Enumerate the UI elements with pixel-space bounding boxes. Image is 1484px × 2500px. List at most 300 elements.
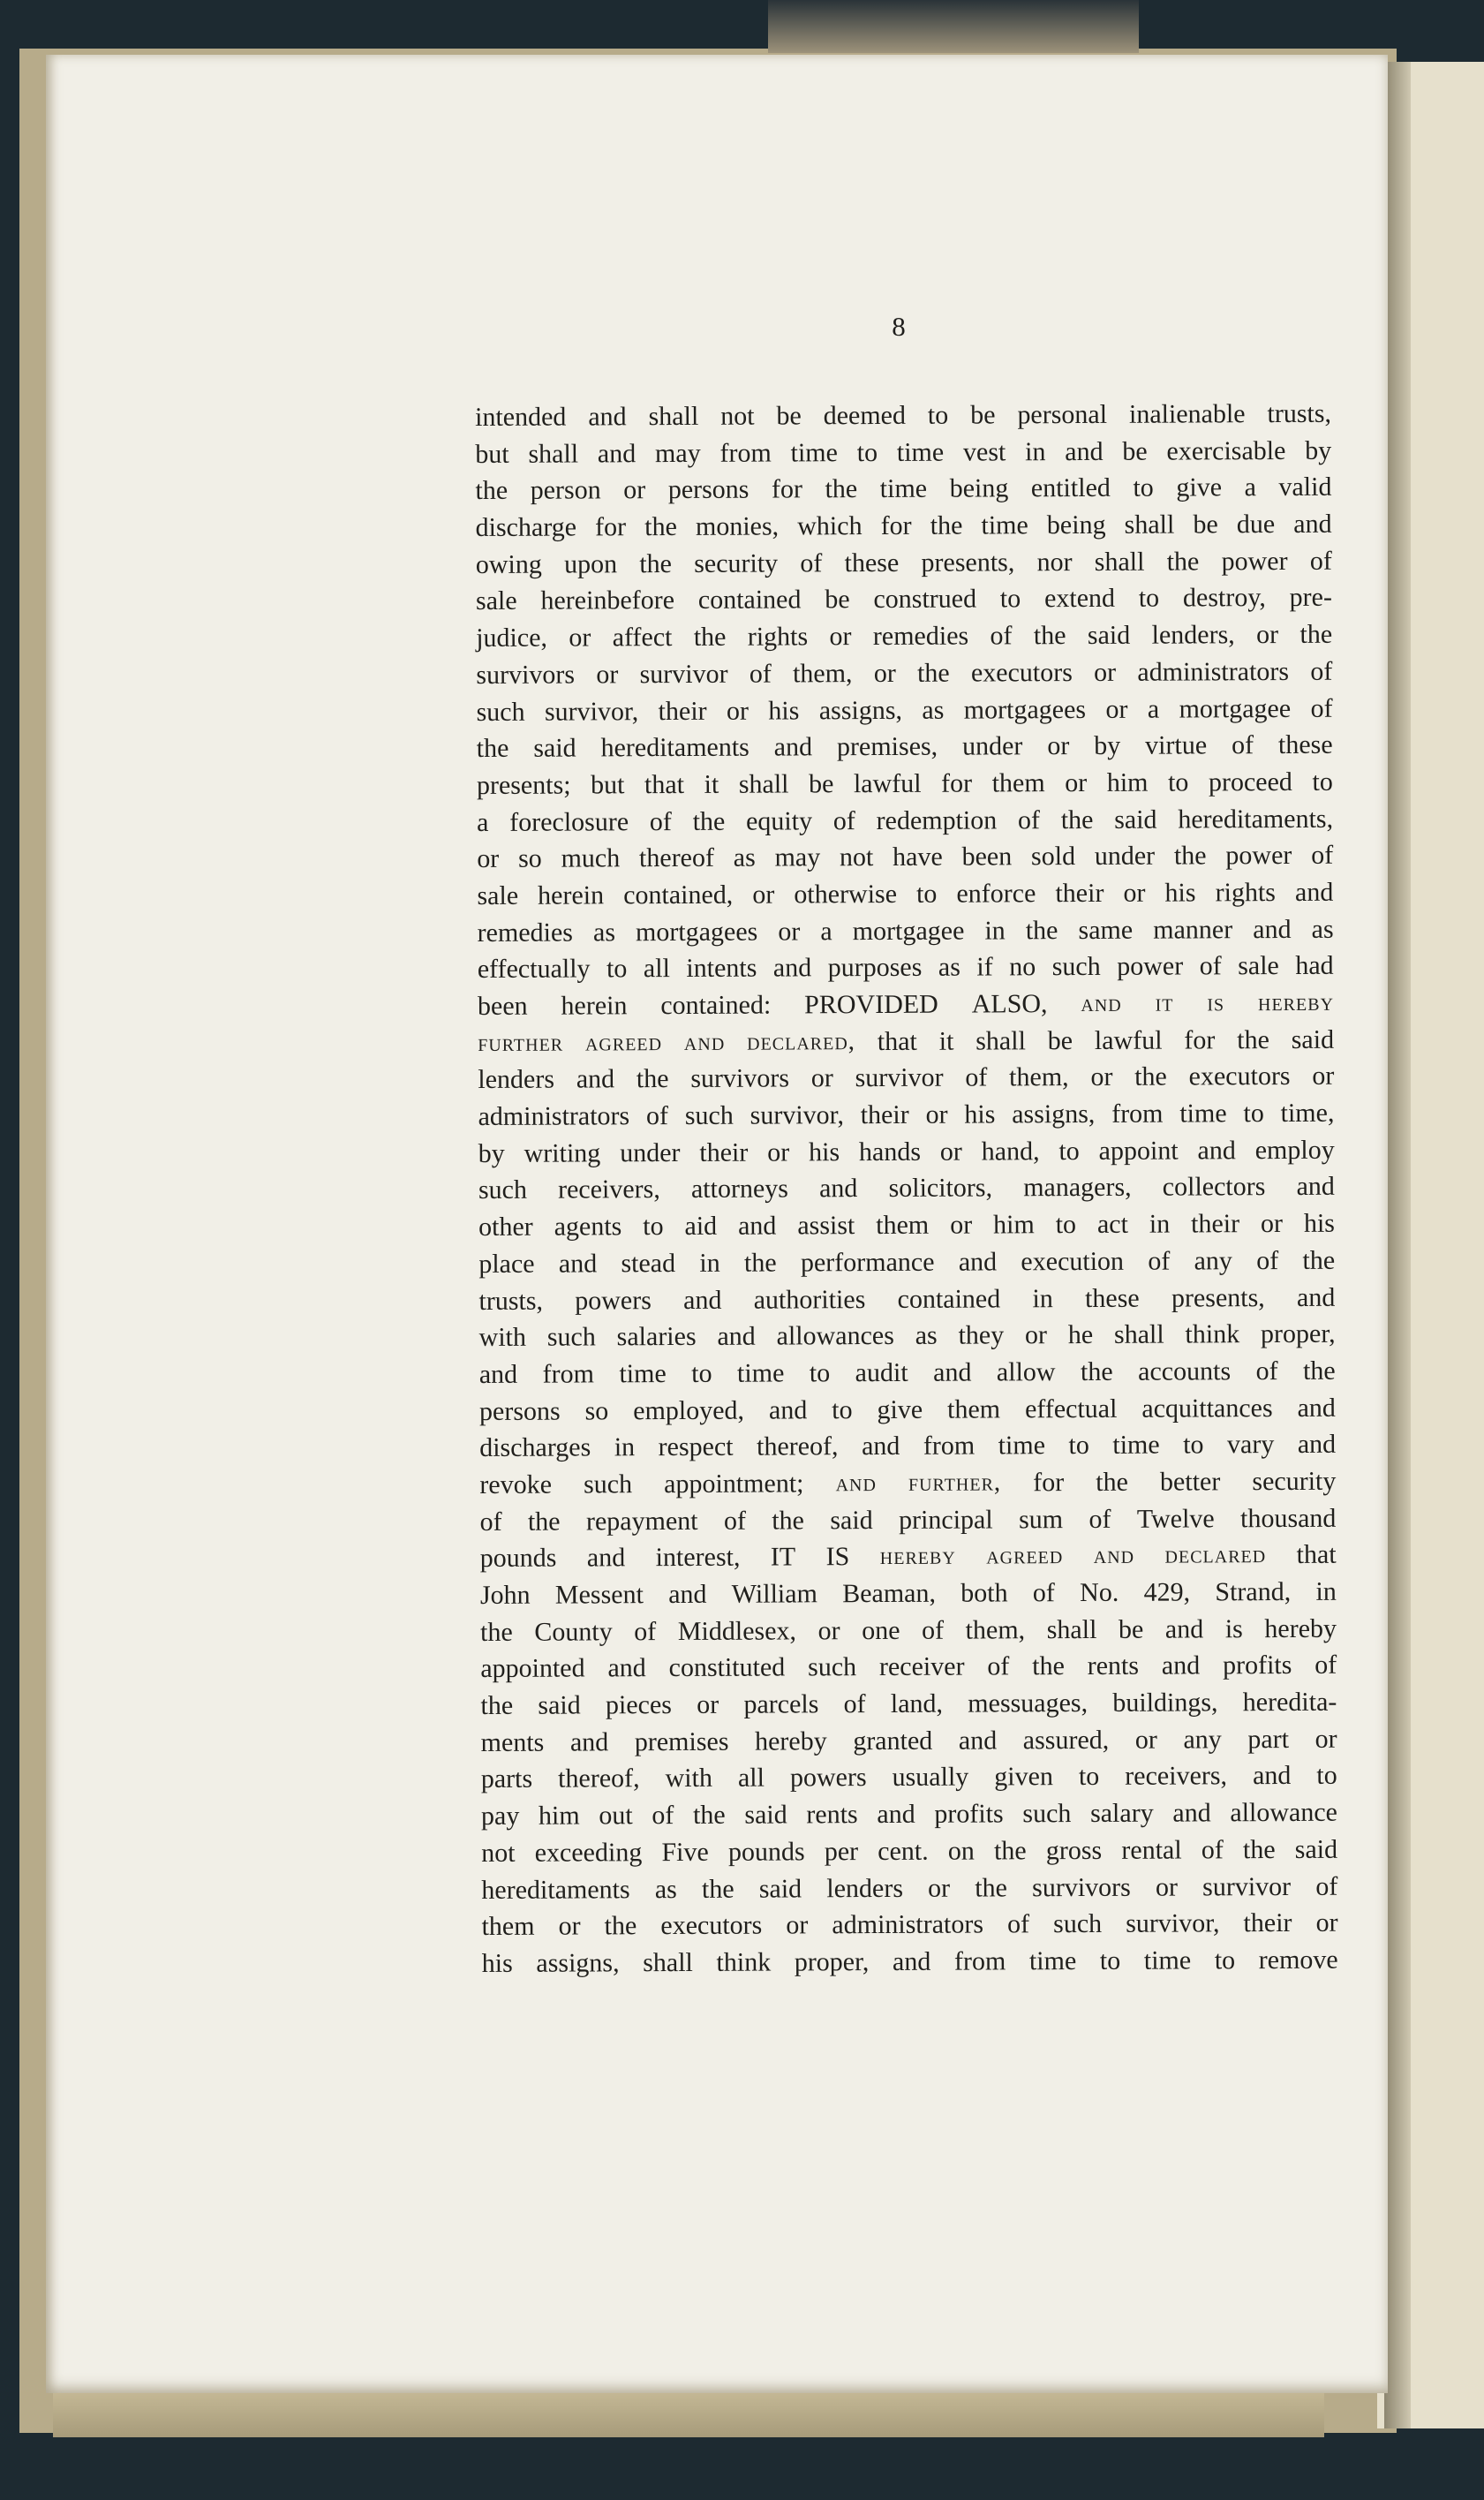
word: time [1143, 1945, 1192, 1975]
word: the [825, 474, 858, 504]
word: and [1065, 436, 1104, 466]
text-line [482, 1942, 1338, 1983]
word: security [1252, 1466, 1337, 1497]
word: under [1094, 841, 1156, 872]
word: may [654, 438, 701, 468]
word: parcels [743, 1689, 819, 1719]
word: of [1309, 546, 1332, 576]
word: premises, [836, 731, 938, 762]
word: shall [976, 1025, 1026, 1056]
small-caps-word: and [1093, 1541, 1135, 1570]
word: IS [825, 1542, 850, 1572]
word: his [1303, 1208, 1336, 1239]
word: the [636, 1064, 669, 1094]
word: granted [853, 1726, 933, 1756]
word: parts [480, 1764, 533, 1794]
word: and [1296, 1282, 1336, 1312]
word: hereby [754, 1726, 827, 1756]
word: Five [661, 1837, 709, 1867]
word: of [1256, 1245, 1279, 1275]
word: manner [1153, 914, 1233, 945]
word: one [862, 1615, 900, 1645]
word: of [649, 806, 672, 836]
word: of [1032, 1578, 1055, 1608]
word: hands [858, 1137, 922, 1167]
word: mortgagees [963, 694, 1087, 725]
word: of [1007, 1909, 1030, 1939]
word: it [938, 1026, 954, 1056]
word: remedies [477, 918, 573, 948]
word: valid [1278, 472, 1332, 502]
word: for [941, 768, 973, 798]
word: the [604, 1911, 637, 1941]
word: herein [561, 991, 628, 1021]
word: their [699, 1137, 749, 1167]
word: or [810, 1063, 833, 1093]
word: with [665, 1764, 713, 1794]
word: IT [770, 1542, 796, 1572]
text-line [477, 727, 1333, 767]
word: under [961, 731, 1023, 761]
word: of [1311, 841, 1334, 871]
word: and [558, 1249, 598, 1279]
word: time [736, 1358, 785, 1388]
word: time [1112, 1430, 1160, 1461]
small-caps-word: further, [908, 1468, 1002, 1497]
word: rights [1215, 877, 1276, 908]
word: to [691, 1358, 712, 1388]
word: and [1197, 1135, 1236, 1166]
text-line [479, 1499, 1336, 1540]
word: to [999, 584, 1021, 614]
word: for [595, 512, 627, 542]
word: the [772, 1506, 805, 1536]
word: his [964, 1099, 996, 1129]
word: solicitors, [888, 1173, 993, 1204]
word: presents; [476, 770, 571, 800]
word: by [1094, 731, 1121, 761]
word: John [479, 1580, 531, 1610]
word: hereby [1264, 1613, 1337, 1643]
word: virtue [1145, 730, 1208, 760]
word: said [1114, 804, 1157, 835]
word: all [737, 1764, 765, 1794]
word: ALSO, [971, 989, 1048, 1019]
word: and [1161, 1650, 1201, 1681]
word: him [993, 1210, 1035, 1240]
word: executors [970, 657, 1073, 688]
word: and [861, 1431, 900, 1461]
word: them [876, 1210, 930, 1241]
word: redemption [876, 804, 998, 835]
word: of [921, 1615, 945, 1645]
word: time [896, 437, 945, 467]
word: his [768, 695, 800, 726]
word: agents [554, 1212, 622, 1242]
word: in [699, 1248, 720, 1278]
word: be [808, 769, 834, 799]
word: the [1299, 619, 1333, 650]
word: salary [1089, 1798, 1154, 1829]
body-text [475, 396, 1338, 1983]
word: powers [789, 1763, 867, 1793]
text-line [477, 837, 1333, 878]
word: of [965, 1062, 988, 1092]
text-line [481, 1794, 1337, 1835]
word: in [1032, 1283, 1053, 1313]
word: for [771, 474, 803, 504]
text-line [479, 1316, 1336, 1356]
word: of [843, 1689, 866, 1719]
word: Beaman, [842, 1578, 937, 1609]
small-caps-word: and [683, 1027, 726, 1056]
word: personal [1017, 399, 1108, 430]
word: from [1111, 1099, 1164, 1129]
word: hand, [981, 1136, 1040, 1167]
word: any [1183, 1725, 1222, 1755]
word: Messent [554, 1580, 644, 1610]
word: think [1185, 1319, 1240, 1349]
word: writing [524, 1138, 601, 1168]
word: persons [667, 475, 750, 505]
word: such [476, 697, 525, 727]
word: vest [962, 437, 1006, 467]
text-line [475, 432, 1331, 472]
word: under [620, 1137, 681, 1168]
word: place [478, 1249, 535, 1279]
word: to [915, 879, 938, 909]
word: thereof, [558, 1764, 640, 1794]
word: the [1032, 1651, 1065, 1681]
word: as [654, 1874, 677, 1904]
word: them [947, 1394, 1001, 1424]
word: cent. [878, 1836, 929, 1866]
word: the [1025, 915, 1058, 945]
word: and [1294, 877, 1334, 907]
word: as [592, 917, 616, 948]
text-line [477, 800, 1333, 841]
word: employed, [633, 1395, 745, 1425]
word: shall [648, 401, 699, 432]
word: them [991, 768, 1045, 798]
word: execution [1021, 1246, 1125, 1277]
word: and [958, 1726, 998, 1756]
word: by [1305, 435, 1332, 465]
word: to [1099, 1945, 1121, 1975]
word: the [480, 1617, 513, 1647]
text-line [476, 653, 1332, 694]
word: time [879, 474, 928, 504]
word: thousand [1239, 1503, 1337, 1533]
word: such [583, 1469, 633, 1499]
word: sale [475, 586, 517, 616]
word: the [692, 1800, 726, 1831]
word: and [569, 1727, 609, 1757]
word: shall [1124, 510, 1175, 540]
word: to [856, 437, 878, 467]
word: the [1096, 1467, 1128, 1497]
word: of [987, 1651, 1010, 1681]
word: in [1315, 1576, 1337, 1606]
word: to [809, 1358, 831, 1388]
text-line [480, 1537, 1337, 1577]
word: powers [575, 1285, 652, 1316]
word: and [892, 1946, 931, 1976]
word: deemed [823, 400, 907, 431]
word: his [1164, 878, 1196, 908]
word: to [1055, 1210, 1077, 1240]
text-line [480, 1647, 1337, 1688]
word: exceeding [534, 1838, 643, 1868]
word: of [1148, 1246, 1171, 1276]
word: for [1184, 1025, 1216, 1055]
word: contained [897, 1283, 1001, 1314]
word: to [1078, 1762, 1100, 1792]
word: been [477, 991, 528, 1021]
word: or [950, 1210, 973, 1240]
word: of [990, 621, 1013, 651]
word: so [517, 843, 542, 874]
word: 429, [1143, 1577, 1191, 1607]
word: acquittances [1141, 1393, 1273, 1424]
word: as [1311, 914, 1334, 944]
word: and [773, 732, 813, 762]
word: the [1080, 1356, 1113, 1386]
word: any [1194, 1246, 1232, 1276]
word: and [877, 1799, 915, 1830]
word: said [533, 733, 576, 763]
word: assist [797, 1211, 855, 1241]
word: or [1134, 1725, 1157, 1755]
small-caps-word: agreed [986, 1541, 1064, 1570]
text-line [479, 1463, 1336, 1504]
word: the [476, 734, 509, 764]
word: their [1191, 1209, 1240, 1239]
word: of [1315, 1650, 1337, 1681]
word: said [744, 1800, 787, 1830]
word: or [925, 1099, 948, 1129]
word: or [752, 880, 775, 910]
word: lenders [826, 1873, 904, 1903]
small-caps-word: declared [1164, 1540, 1267, 1569]
word: being [949, 473, 1009, 504]
word: performance [800, 1247, 935, 1278]
word: and [683, 1285, 722, 1315]
small-caps-word: declared, [747, 1026, 856, 1056]
word: shall [1094, 547, 1145, 577]
word: their [1243, 1908, 1292, 1938]
text-line [478, 1205, 1335, 1246]
word: from [923, 1431, 976, 1461]
text-line [481, 1868, 1337, 1908]
word: time [619, 1358, 667, 1389]
word: in [614, 1432, 636, 1462]
word: ments [480, 1727, 545, 1757]
word: sold [1030, 842, 1076, 872]
word: survivor, [1126, 1908, 1220, 1938]
word: assigns, [1012, 1099, 1096, 1129]
word: contained [697, 585, 802, 616]
word: as [938, 952, 960, 983]
word: sum [1018, 1504, 1064, 1534]
word: receivers, [557, 1174, 660, 1205]
word: the [975, 1872, 1008, 1903]
text-line [475, 396, 1331, 436]
word: proper, [794, 1946, 870, 1977]
word: on [947, 1836, 975, 1866]
word: for [880, 510, 912, 541]
word: said [1294, 1834, 1338, 1864]
word: for [1033, 1468, 1065, 1498]
word: the [480, 1690, 514, 1721]
word: and [588, 402, 627, 432]
word: contained, [623, 880, 734, 910]
word: proceed [1208, 767, 1292, 797]
word: or [1155, 1872, 1179, 1902]
text-line [480, 1610, 1337, 1650]
page-number: 8 [892, 311, 906, 342]
word: of [1255, 1356, 1278, 1386]
word: he [1067, 1320, 1094, 1350]
word: allowances [776, 1321, 894, 1351]
word: revoke [479, 1469, 553, 1499]
text-line [476, 579, 1332, 620]
word: they [958, 1320, 1005, 1350]
word: premises [634, 1726, 729, 1756]
word: been [961, 842, 1013, 872]
word: assured, [1022, 1725, 1110, 1756]
text-line [481, 1905, 1337, 1945]
word: assigns, [818, 695, 903, 725]
word: in [984, 916, 1006, 946]
word: or [829, 622, 852, 652]
word: vary [1226, 1430, 1275, 1460]
word: trusts, [1267, 398, 1332, 429]
word: by [478, 1138, 505, 1168]
word: from [542, 1359, 595, 1389]
word: lawful [853, 768, 922, 799]
word: or [1024, 1320, 1048, 1350]
word: so [584, 1395, 609, 1426]
word: foreclosure [509, 806, 629, 837]
word: sale [477, 880, 519, 910]
word: the [475, 476, 508, 506]
word: think [716, 1947, 772, 1977]
word: of [1310, 693, 1333, 723]
word: of [1231, 730, 1254, 760]
word: lawful [1094, 1025, 1163, 1055]
word: give [1176, 472, 1223, 502]
word: and [586, 1543, 626, 1573]
word: per [824, 1836, 859, 1867]
word: effectually [477, 954, 591, 985]
word: Middlesex, [677, 1616, 797, 1646]
word: which [797, 511, 863, 541]
word: of [479, 1507, 502, 1537]
word: messuages, [968, 1688, 1089, 1718]
word: pounds [727, 1837, 805, 1867]
word: William [731, 1579, 817, 1609]
word: if [976, 952, 993, 982]
word: thereof [638, 843, 715, 873]
word: give [877, 1394, 923, 1424]
word: much [561, 843, 621, 873]
word: his [808, 1137, 840, 1167]
word: to [1068, 1431, 1089, 1461]
word: effectual [1024, 1394, 1118, 1424]
word: or [1047, 731, 1070, 761]
word: managers, [1023, 1173, 1132, 1203]
word: power [1221, 546, 1288, 577]
word: nor [1036, 547, 1073, 577]
word: the [1242, 1834, 1276, 1865]
word: shall [1046, 1614, 1097, 1644]
word: be [1193, 510, 1218, 540]
word: or [569, 623, 591, 653]
word: the [1166, 547, 1200, 577]
word: it [704, 769, 719, 799]
word: enforce [956, 879, 1036, 909]
word: shall [528, 439, 579, 469]
word: and [607, 1653, 646, 1683]
word: his [481, 1948, 513, 1978]
word: be [1118, 1614, 1144, 1644]
word: their [860, 1099, 909, 1130]
word: persons [478, 1396, 561, 1426]
word: construed [873, 584, 977, 615]
word: or [778, 917, 801, 947]
page-gutter-shadow [1384, 62, 1411, 2428]
word: a [820, 916, 832, 946]
word: the [916, 658, 950, 688]
word: such [808, 1652, 857, 1682]
word: to [1183, 1430, 1204, 1460]
text-line [481, 1721, 1337, 1762]
word: the [1173, 841, 1207, 871]
word: or [1312, 1061, 1335, 1091]
word: survivor [1202, 1871, 1292, 1901]
word: administrators [478, 1101, 630, 1132]
word: and [597, 438, 637, 469]
word: to [1058, 1136, 1080, 1166]
word: monies, [695, 511, 780, 541]
word: from [719, 438, 772, 468]
word: have [893, 842, 943, 872]
word: survivor, [750, 1100, 844, 1130]
word: such [546, 1322, 596, 1352]
word: be [776, 401, 802, 431]
text-line [479, 1389, 1336, 1430]
text-line [478, 1058, 1334, 1099]
text-line [481, 1757, 1337, 1798]
word: a [1244, 472, 1256, 502]
word: appointment; [664, 1469, 804, 1499]
word: profits [1222, 1650, 1292, 1681]
word: be [1122, 436, 1148, 466]
word: of [652, 1801, 674, 1831]
word: said [1291, 1024, 1335, 1054]
word: or [1065, 767, 1088, 797]
word: rents [1087, 1651, 1140, 1681]
word: person [530, 475, 601, 506]
word: power [1225, 841, 1292, 871]
word: or [558, 1911, 581, 1941]
word: their [1055, 878, 1104, 909]
word: but [591, 770, 625, 800]
word: said [830, 1505, 873, 1535]
word: and [1297, 1393, 1336, 1423]
text-line [481, 1832, 1337, 1872]
